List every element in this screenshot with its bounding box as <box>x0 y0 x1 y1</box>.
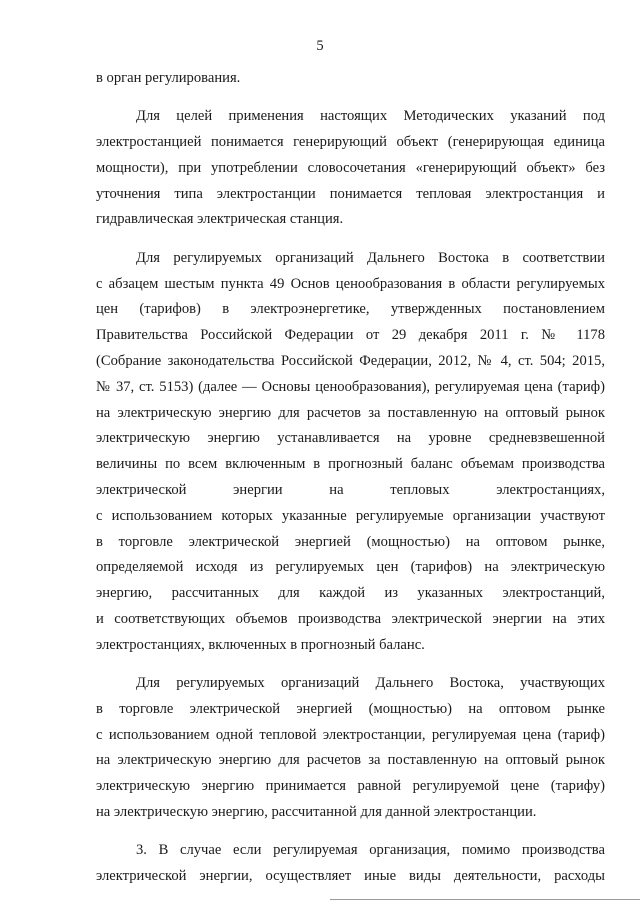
text-line: № 37, ст. 5153) (далее — Основы ценообразования), регулируемая цена (тариф) <box>96 378 605 395</box>
text-line: на электрическую энергию для расчетов за поставленную на оптовый рынок <box>96 404 605 421</box>
text-line: на электрическую энергию для расчетов за поставленную на оптовый рынок <box>96 752 605 769</box>
text-line: 3. В случае если регулируемая организация, помимо производства <box>136 842 605 859</box>
paragraph-gap <box>96 826 605 839</box>
text-line: на электрическую энергию, рассчитанной для данной электростанции. <box>96 804 537 821</box>
text-line: мощности), при употреблении словосочетания «генерирующий объект» без <box>96 159 605 176</box>
text-line: электрической энергии на тепловых электростанциях, <box>96 481 605 498</box>
text-line: уточнения типа электростанции понимается тепловая электростанция и <box>96 185 605 202</box>
text-line: в орган регулирования. <box>96 70 241 86</box>
text-line: величины по всем включенным в прогнозный баланс объемам производства <box>96 456 605 473</box>
text-line: в торговле электрической энергией (мощностью) на оптовом рынке <box>96 700 605 717</box>
text-line: электрическую энергию принимается равной регулируемой цене (тарифу) <box>96 778 605 795</box>
text-line: Правительства Российской Федерации от 29 декабря 2011 г. № 1178 <box>96 327 605 344</box>
text-line: в торговле электрической энергией (мощностью) на оптовом рынке, <box>96 533 605 550</box>
text-line: цен (тарифов) в электроэнергетике, утвержденных постановлением <box>96 301 605 318</box>
text-line: электрической энергии, осуществляет иные виды деятельности, расходы <box>96 868 605 885</box>
text-line: гидравлическая электрическая станция. <box>96 211 344 228</box>
scan-edge-line <box>330 899 640 900</box>
page-number: 5 <box>316 38 324 54</box>
text-line: энергию, рассчитанных для каждой из указанных электростанций, <box>96 585 605 602</box>
text-line: (Собрание законодательства Российской Федерации, 2012, № 4, ст. 504; 2015, <box>96 352 605 369</box>
text-line: и соответствующих объемов производства электрической энергии на этих <box>96 610 605 627</box>
text-line: Для целей применения настоящих Методических указаний под <box>136 108 605 125</box>
paragraph-gap <box>96 92 605 105</box>
text-line: электростанциях, включенных в прогнозный баланс. <box>96 636 425 653</box>
text-line: с абзацем шестым пункта 49 Основ ценообразования в области регулируемых <box>96 275 605 292</box>
paragraph-gap <box>96 659 605 672</box>
text-line: Для регулируемых организаций Дальнего Востока в соответствии <box>136 249 605 266</box>
text-line: определяемой исходя из регулируемых цен (тарифов) на электрическую <box>96 559 605 576</box>
text-line: электростанцией понимается генерирующий объект (генерирующая единица <box>96 134 605 151</box>
document-body <box>96 66 605 890</box>
text-line: с использованием одной тепловой электростанции, регулируемая цена (тариф) <box>96 726 605 743</box>
text-line: с использованием которых указанные регулируемые организации участвуют <box>96 507 605 524</box>
text-line: Для регулируемых организаций Дальнего Востока, участвующих <box>136 675 605 692</box>
paragraph-gap <box>96 233 605 246</box>
text-line: электрическую энергию устанавливается на уровне средневзвешенной <box>96 430 605 447</box>
